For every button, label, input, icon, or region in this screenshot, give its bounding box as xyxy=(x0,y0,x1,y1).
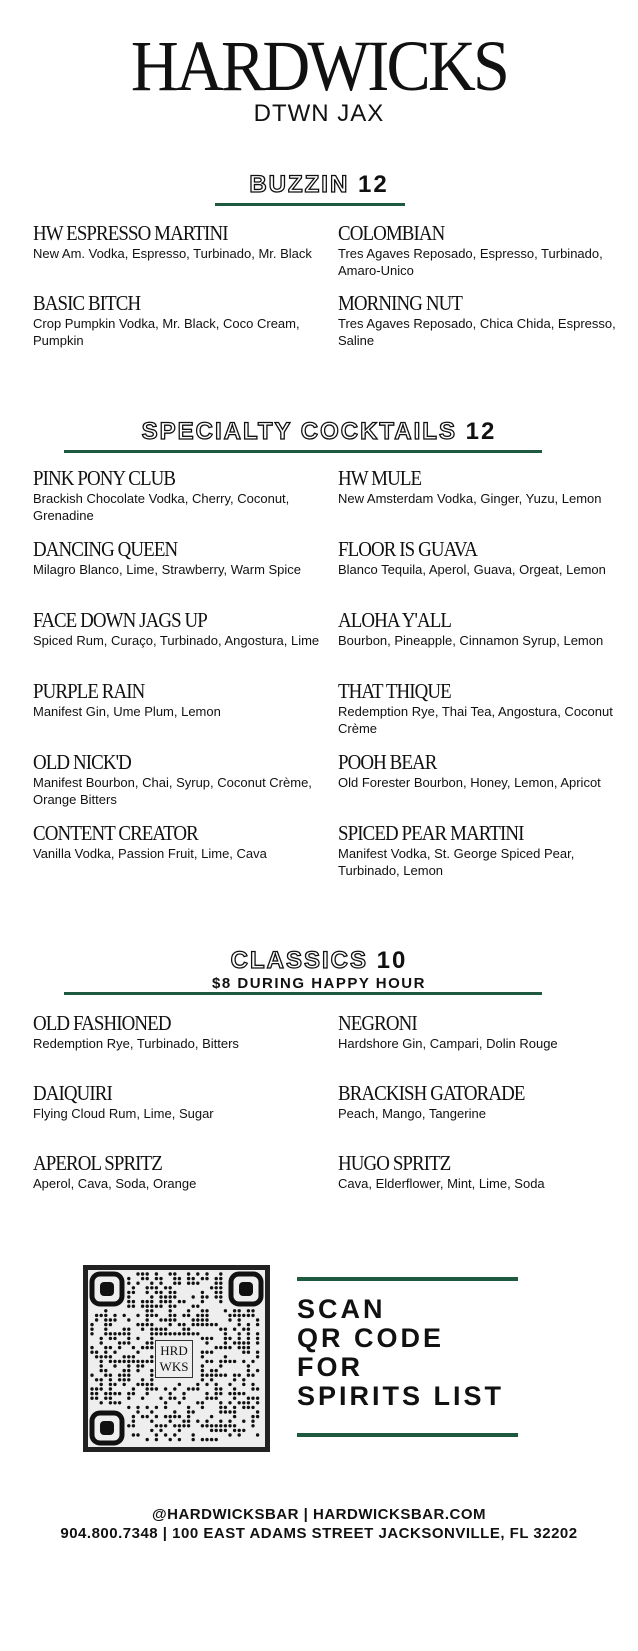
footer-social: @HARDWICKSBAR | HARDWICKSBAR.COM xyxy=(152,1506,486,1523)
item-description: Old Forester Bourbon, Honey, Lemon, Apricot xyxy=(338,775,601,790)
happy-hour-note: $8 DURING HAPPY HOUR xyxy=(212,975,426,992)
menu-item xyxy=(338,466,628,507)
menu-item xyxy=(338,679,628,737)
menu-item xyxy=(33,221,323,262)
menu-item xyxy=(33,1081,323,1122)
divider xyxy=(64,992,542,995)
item-name: HUGO SPRITZ xyxy=(338,1151,451,1175)
item-description: Tres Agaves Reposado, Chica Chida, Espresso, Saline xyxy=(338,316,616,348)
menu-item xyxy=(33,466,323,524)
item-description: Flying Cloud Rum, Lime, Sugar xyxy=(33,1106,214,1121)
item-description: Bourbon, Pineapple, Cinnamon Syrup, Lemon xyxy=(338,633,604,648)
scan-line: FOR xyxy=(297,1352,363,1382)
menu-item xyxy=(338,608,628,649)
menu-item xyxy=(33,1011,323,1052)
item-name: HW MULE xyxy=(338,466,422,490)
menu-item xyxy=(338,750,628,791)
item-description: Blanco Tequila, Aperol, Guava, Orgeat, Lemon xyxy=(338,562,606,577)
section-title: CLASSICS xyxy=(230,947,368,974)
item-description: New Amsterdam Vodka, Ginger, Yuzu, Lemon xyxy=(338,491,602,506)
item-description: Aperol, Cava, Soda, Orange xyxy=(33,1176,197,1191)
menu-item xyxy=(338,291,628,349)
section-title: SPECIALTY COCKTAILS xyxy=(141,418,457,445)
divider xyxy=(297,1277,518,1281)
qr-logo-bottom: WKS xyxy=(159,1359,189,1374)
menu-item xyxy=(338,221,628,279)
item-name: OLD FASHIONED xyxy=(33,1011,171,1035)
item-description: Manifest Bourbon, Chai, Syrup, Coconut Crème, Orange Bitters xyxy=(33,775,312,807)
section-classics-heading xyxy=(0,947,638,975)
scan-line: QR CODE xyxy=(297,1323,445,1353)
item-description: Brackish Chocolate Vodka, Cherry, Coconut, Grenadine xyxy=(33,491,290,523)
item-description: Crop Pumpkin Vodka, Mr. Black, Coco Cream, Pumpkin xyxy=(33,316,300,348)
item-description: Milagro Blanco, Lime, Strawberry, Warm Spice xyxy=(33,562,302,577)
divider xyxy=(215,203,405,206)
divider xyxy=(64,450,542,453)
item-description: Cava, Elderflower, Mint, Lime, Soda xyxy=(338,1176,545,1191)
location: DTWN JAX xyxy=(253,100,385,127)
item-name: CONTENT CREATOR xyxy=(33,821,198,845)
divider xyxy=(297,1433,518,1437)
item-name: APEROL SPRITZ xyxy=(33,1151,162,1175)
section-price: 12 xyxy=(357,171,389,198)
item-name: DANCING QUEEN xyxy=(33,537,178,561)
item-description: Redemption Rye, Thai Tea, Angostura, Coconut Crème xyxy=(338,704,613,736)
section-title: BUZZIN xyxy=(249,171,350,198)
menu-item xyxy=(33,291,323,349)
item-name: PINK PONY CLUB xyxy=(33,466,176,490)
item-name: ALOHA Y'ALL xyxy=(338,608,452,632)
item-description: Vanilla Vodka, Passion Fruit, Lime, Cava xyxy=(33,846,267,861)
menu-item xyxy=(338,537,628,578)
section-price: 10 xyxy=(376,947,408,974)
item-description: Redemption Rye, Turbinado, Bitters xyxy=(33,1036,239,1051)
brand-logo: HARDWICKS xyxy=(130,26,508,106)
item-description: Manifest Vodka, St. George Spiced Pear, Turbinado, Lemon xyxy=(338,846,575,878)
item-name: SPICED PEAR MARTINI xyxy=(338,821,524,845)
menu-item xyxy=(33,679,323,720)
item-name: HW ESPRESSO MARTINI xyxy=(33,221,228,245)
item-name: NEGRONI xyxy=(338,1011,417,1035)
section-price: 12 xyxy=(465,418,497,445)
menu-item xyxy=(338,821,628,879)
item-name: COLOMBIAN xyxy=(338,221,445,245)
scan-qr-text xyxy=(297,1295,504,1411)
item-description: Manifest Gin, Ume Plum, Lemon xyxy=(33,704,221,719)
menu-item xyxy=(33,1151,323,1192)
item-name: DAIQUIRI xyxy=(33,1081,112,1105)
menu-item xyxy=(338,1151,628,1192)
item-name: FLOOR IS GUAVA xyxy=(338,537,477,561)
item-name: POOH BEAR xyxy=(338,750,437,774)
menu-item xyxy=(338,1011,628,1052)
footer-address: 904.800.7348 | 100 EAST ADAMS STREET JACKSONVILLE, FL 32202 xyxy=(60,1525,578,1542)
item-name: PURPLE RAIN xyxy=(33,679,145,703)
item-name: FACE DOWN JAGS UP xyxy=(33,608,207,632)
qr-logo-top: HRD xyxy=(160,1343,188,1358)
qr-logo xyxy=(155,1340,193,1378)
item-name: OLD NICK'D xyxy=(33,750,131,774)
section-buzzin-heading xyxy=(0,171,638,199)
item-name: BASIC BITCH xyxy=(33,291,141,315)
item-name: MORNING NUT xyxy=(338,291,462,315)
item-description: Hardshore Gin, Campari, Dolin Rouge xyxy=(338,1036,558,1051)
item-description: Peach, Mango, Tangerine xyxy=(338,1106,486,1121)
item-description: Tres Agaves Reposado, Espresso, Turbinado, Amaro-Unico xyxy=(338,246,603,278)
menu-item xyxy=(33,608,323,649)
menu-item xyxy=(33,750,323,808)
menu-item xyxy=(33,821,323,862)
section-specialty-heading xyxy=(0,418,638,446)
item-description: Spiced Rum, Curaço, Turbinado, Angostura, Lime xyxy=(33,633,320,648)
item-description: New Am. Vodka, Espresso, Turbinado, Mr. Black xyxy=(33,246,312,261)
item-name: THAT THIQUE xyxy=(338,679,451,703)
scan-line: SCAN xyxy=(297,1294,386,1324)
menu-item xyxy=(338,1081,628,1122)
menu-item xyxy=(33,537,323,578)
scan-line: SPIRITS LIST xyxy=(297,1381,505,1411)
item-name: BRACKISH GATORADE xyxy=(338,1081,525,1105)
